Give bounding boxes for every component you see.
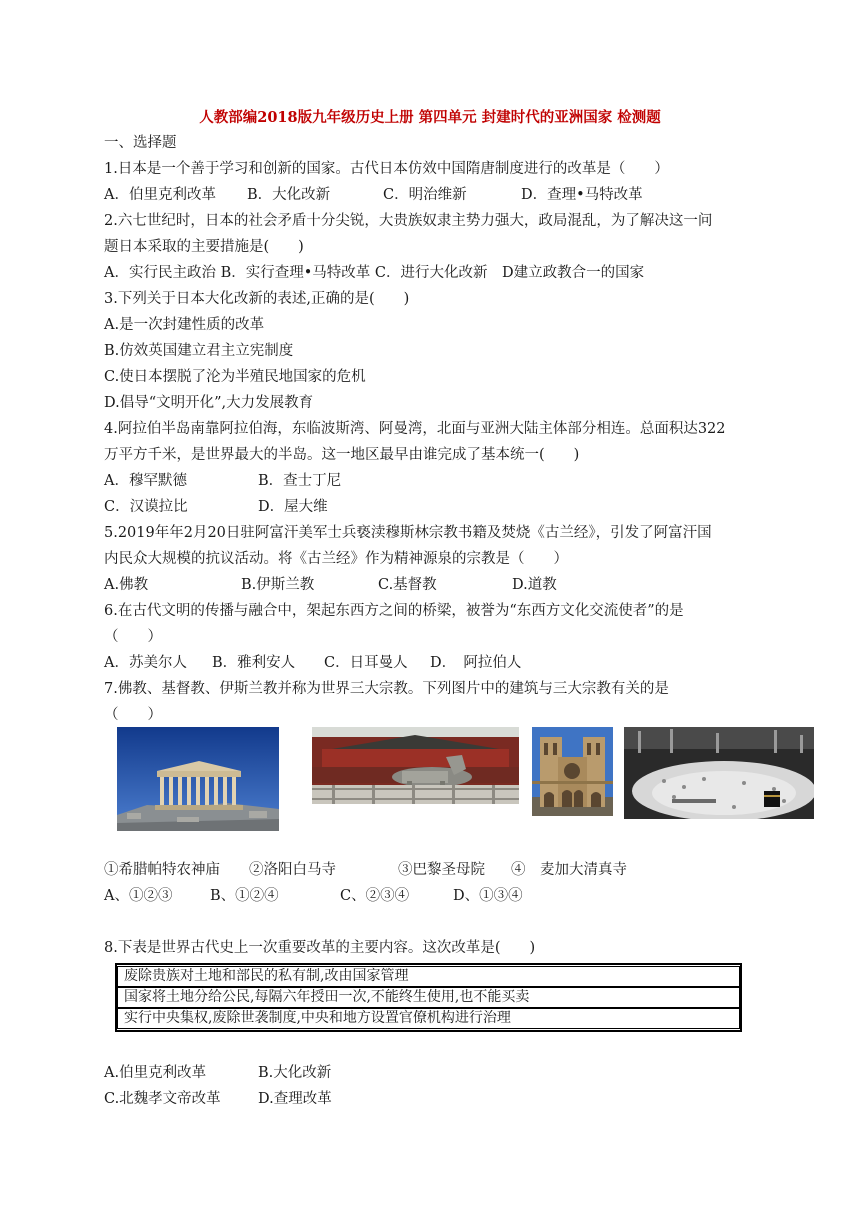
question-4-stem-line1: 4.阿拉伯半岛南靠阿拉伯海，东临波斯湾、阿曼湾，北面与亚洲大陆主体部分相连。总面积达322 (104, 421, 726, 437)
q7-option-a: A、①②③ (104, 888, 173, 904)
q5-option-a: A.佛教 (104, 577, 149, 593)
q7-option-d: D、①③④ (453, 888, 523, 904)
q8-option-a: A.伯里克利改革 (104, 1065, 207, 1081)
question-5-stem-line2: 内民众大规模的抗议活动。将《古兰经》作为精神源泉的宗教是（ ） (104, 551, 568, 567)
q7-caption-1: ①希腊帕特农神庙 (104, 862, 220, 878)
question-2-stem-line1: 2.六七世纪时，日本的社会矛盾十分尖锐，大贵族奴隶主势力强大，政局混乱，为了解决这一问 (104, 213, 713, 229)
q5-option-b: B.伊斯兰教 (241, 577, 315, 593)
q7-option-b: B、①②④ (210, 888, 279, 904)
question-1-stem: 1.日本是一个善于学习和创新的国家。古代日本仿效中国隋唐制度进行的改革是（ ） (104, 161, 669, 177)
q1-option-d: D．查理•马特改革 (521, 187, 643, 203)
table-row: 实行中央集权,废除世袭制度,中央和地方设置官僚机构进行治理 (117, 1008, 740, 1029)
q7-caption-2: ②洛阳白马寺 (249, 862, 336, 878)
q7-option-c: C、②③④ (340, 888, 410, 904)
q4-option-a: A．穆罕默德 (104, 473, 187, 489)
reform-content-table (115, 963, 742, 1032)
q7-caption-3: ③巴黎圣母院 (398, 862, 485, 878)
question-5-stem-line1: 5.2019年年2月20日驻阿富汗美军士兵亵渎穆斯林宗教书籍及焚烧《古兰经》，引发了阿富汗国 (104, 525, 712, 541)
question-7-stem-line1: 7.佛教、基督教、伊斯兰教并称为世界三大宗教。下列图片中的建筑与三大宗教有关的是 (104, 681, 669, 697)
question-6-stem-line1: 6.在古代文明的传播与融合中，架起东西方之间的桥梁，被誉为“东西方文化交流使者”的是 (104, 603, 684, 619)
question-7-stem-line2: （ ） (104, 707, 162, 723)
q3-option-c: C.使日本摆脱了沦为半殖民地国家的危机 (104, 369, 366, 385)
q1-option-b: B．大化改新 (247, 187, 331, 203)
q6-option-a: A．苏美尔人 (104, 655, 187, 671)
q7-caption-4: ④ 麦加大清真寺 (511, 862, 627, 878)
question-2-stem-line2: 题日本采取的主要措施是( ) (104, 239, 304, 255)
question-4-stem-line2: 万平方千米，是世界最大的半岛。这一地区最早由谁完成了基本统一( ) (104, 447, 580, 463)
q3-option-d: D.倡导“文明开化”,大力发展教育 (104, 395, 314, 411)
section-heading: 一、选择题 (104, 135, 177, 151)
table-row: 废除贵族对土地和部民的私有制,改由国家管理 (117, 966, 740, 987)
question-6-stem-line2: （ ） (104, 629, 162, 645)
q3-option-b: B.仿效英国建立君主立宪制度 (104, 343, 294, 359)
q4-option-b: B．查士丁尼 (258, 473, 342, 489)
q3-option-a: A.是一次封建性质的改革 (104, 317, 265, 333)
q1-option-a: A．伯里克利改革 (104, 187, 216, 203)
question-8-stem: 8.下表是世界古代史上一次重要改革的主要内容。这次改革是( ) (104, 940, 536, 956)
q6-option-b: B．雅利安人 (212, 655, 296, 671)
q8-option-c: C.北魏孝文帝改革 (104, 1091, 221, 1107)
q4-option-d: D．屋大维 (258, 499, 328, 515)
q5-option-d: D.道教 (512, 577, 557, 593)
white-horse-temple-photo (312, 727, 519, 804)
document-title: 人教部编2018版九年级历史上册 第四单元 封建时代的亚洲国家 检测题 (199, 109, 661, 126)
q4-option-c: C．汉谟拉比 (104, 499, 188, 515)
q8-option-d: D.查理改革 (258, 1091, 332, 1107)
question-3-stem: 3.下列关于日本大化改新的表述,正确的是( ) (104, 291, 410, 307)
q5-option-c: C.基督教 (378, 577, 437, 593)
notre-dame-photo (532, 727, 613, 816)
q6-option-c: C．日耳曼人 (324, 655, 408, 671)
q6-option-d: D． 阿拉伯人 (430, 655, 522, 671)
table-row: 国家将土地分给公民,每隔六年授田一次,不能终生使用,也不能买卖 (117, 987, 740, 1008)
q2-options: A．实行民主政治 B．实行查理•马特改革 C．进行大化改新 D建立政教合一的国家 (104, 265, 645, 281)
q1-option-c: C．明治维新 (383, 187, 467, 203)
mecca-great-mosque-photo (624, 727, 814, 819)
parthenon-photo (117, 727, 279, 831)
q8-option-b: B.大化改新 (258, 1065, 332, 1081)
